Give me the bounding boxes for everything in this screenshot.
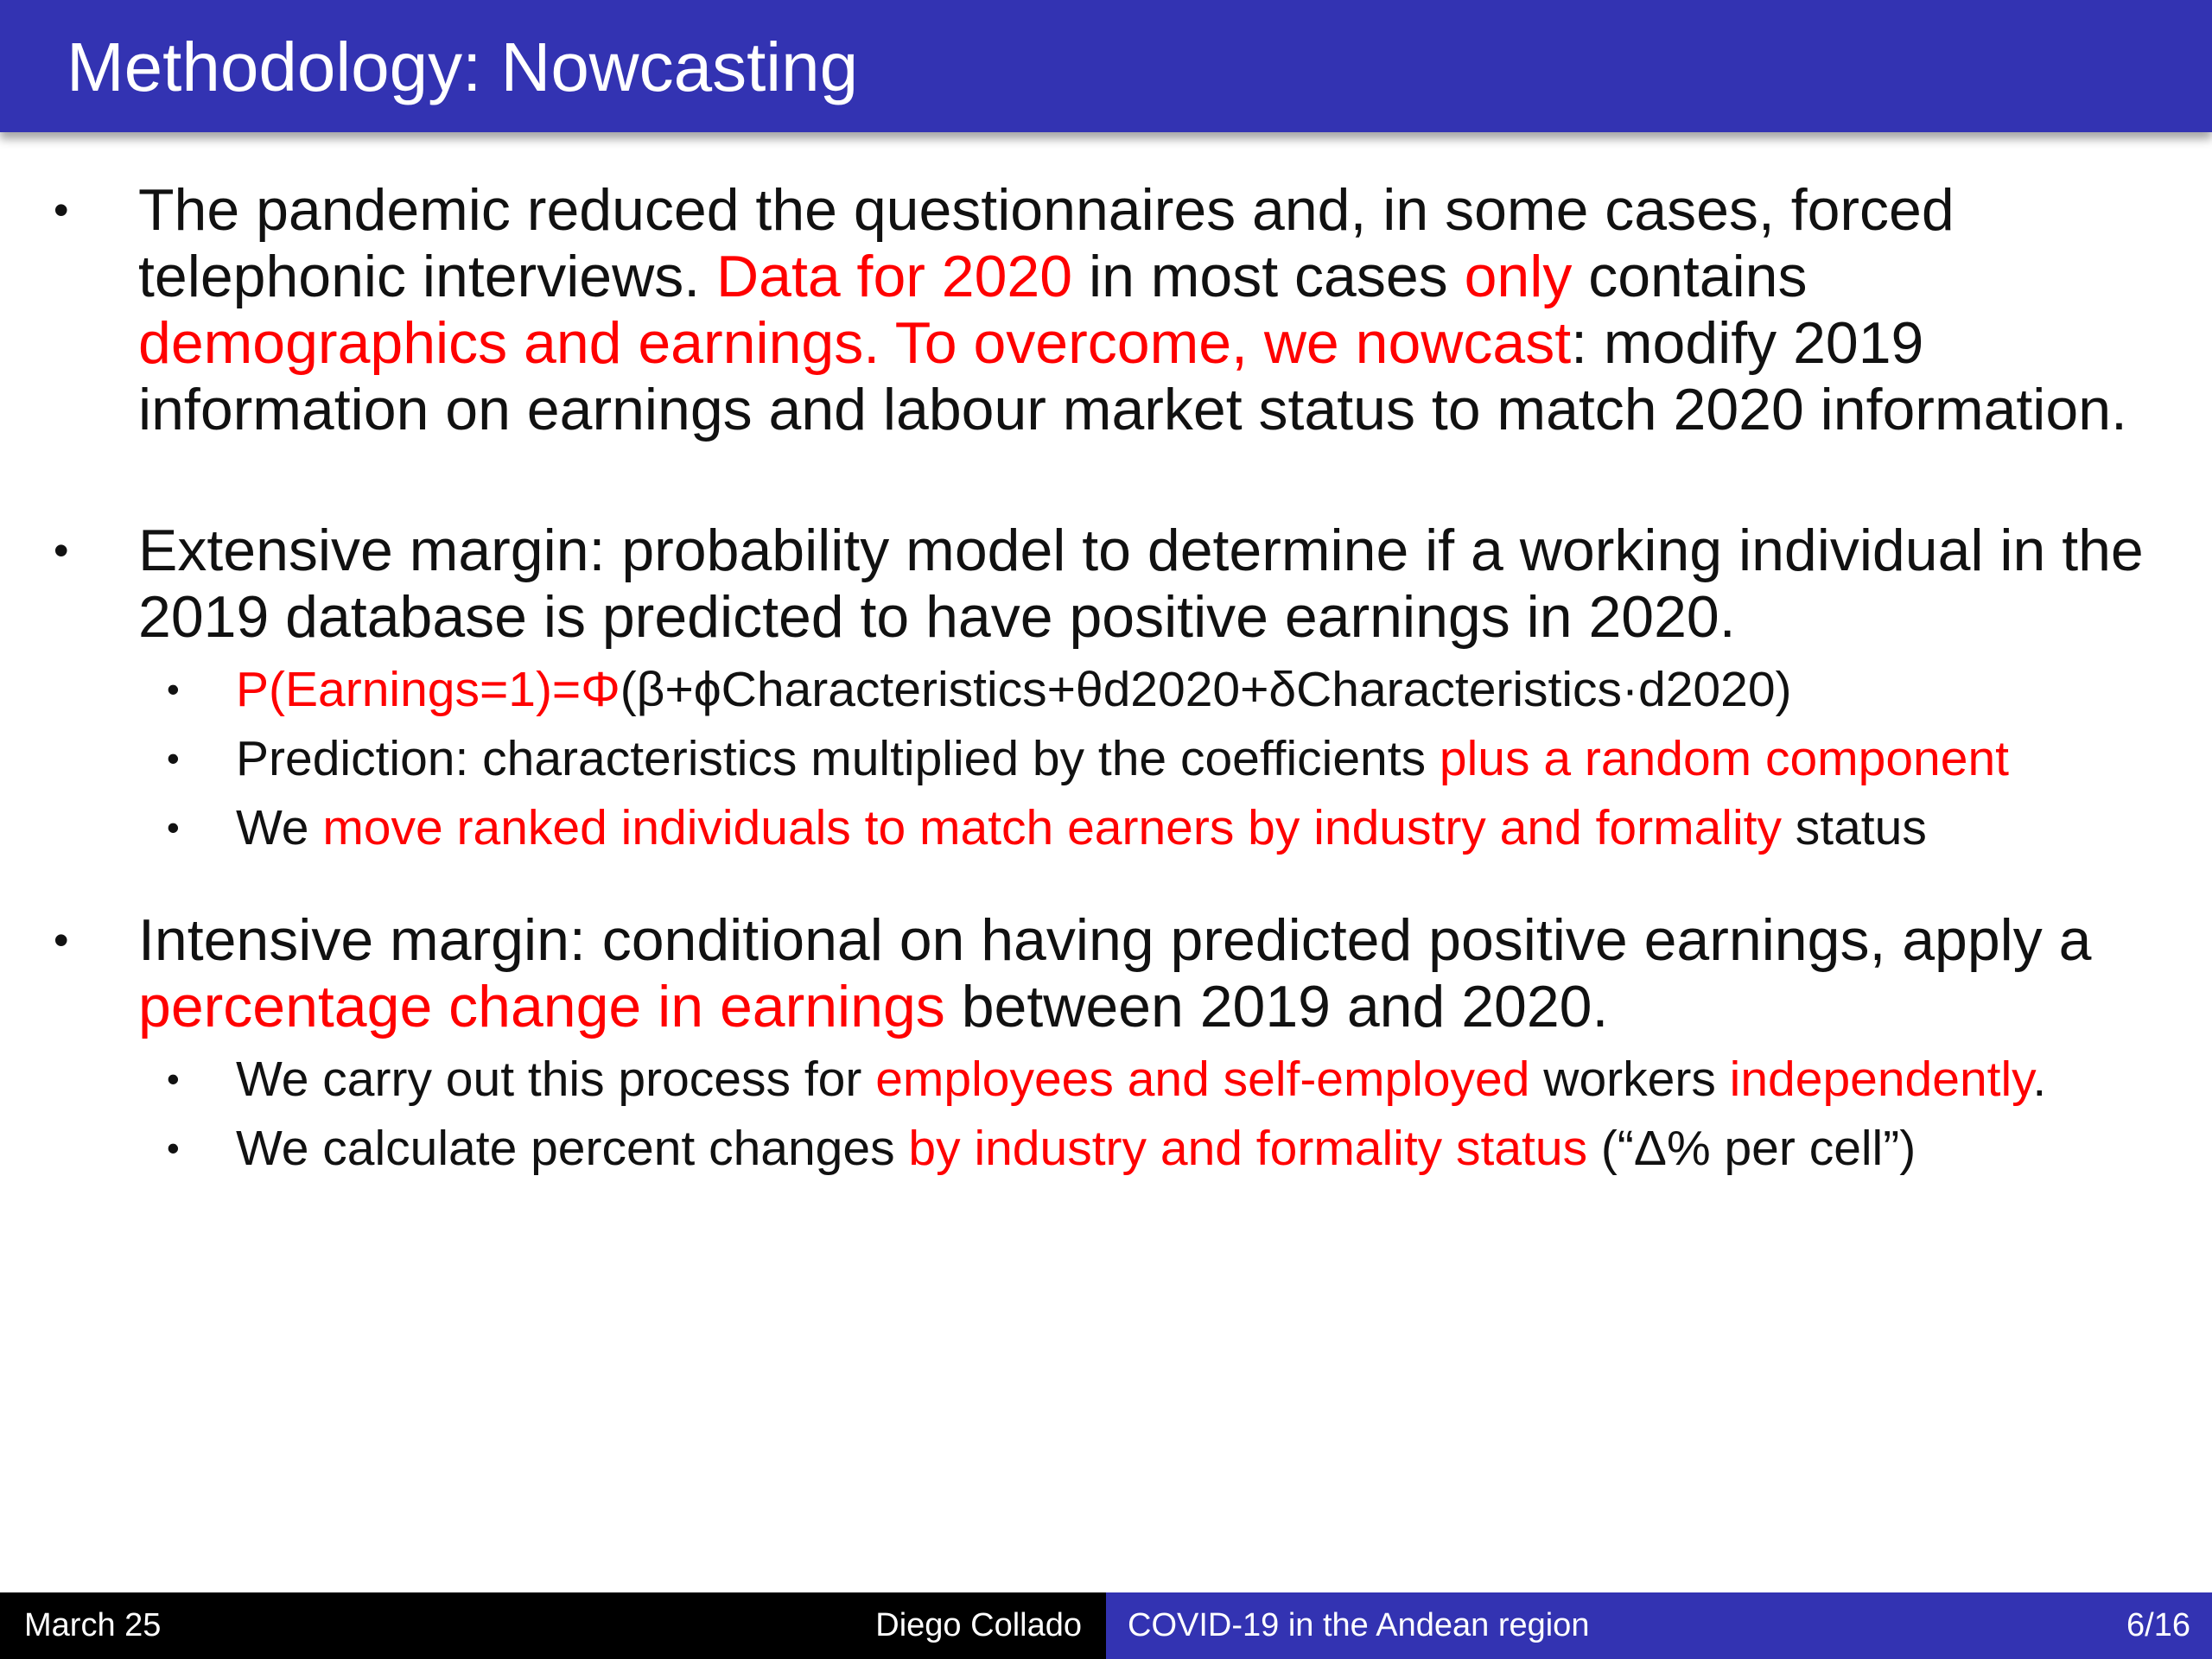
footer-left-panel [0, 1592, 1106, 1659]
emphasis-text: by industry and formality status [908, 1121, 1588, 1176]
body-text: Extensive margin: probability model to determine if a working individual in the 2019 database is predicted to have positive earnings in 2020. [138, 518, 2144, 650]
body-text: (“Δ% per cell”) [1587, 1121, 1916, 1176]
body-text: Prediction: characteristics multiplied by the coefficients [236, 731, 1440, 786]
sub-bullet-item [0, 800, 2212, 855]
emphasis-text: plus a random component [1439, 731, 2009, 786]
body-text: : modify 2019 information on earnings and labour market status to match 2020 information. [138, 310, 2127, 442]
slide-content [0, 177, 2212, 1176]
body-text: workers [1529, 1052, 1730, 1107]
body-text: We carry out this process for [236, 1052, 876, 1107]
bullet-marker: • [54, 526, 69, 575]
emphasis-text: P(Earnings=1)=Φ [236, 662, 620, 717]
body-text: contains [1572, 244, 1808, 309]
sub-bullet-marker: • [167, 669, 180, 709]
emphasis-text: demographics and earnings. To overcome, we nowcast [138, 310, 1572, 376]
bullet-item [0, 907, 2212, 1040]
sub-bullet-marker: • [167, 807, 180, 848]
bullet-item [0, 177, 2212, 443]
footer-right-panel [1106, 1592, 2212, 1659]
footer-page-number: 6/16 [2126, 1607, 2190, 1643]
bullet-block [0, 518, 2212, 855]
emphasis-text: percentage change in earnings [138, 974, 945, 1039]
sub-bullet-item [0, 731, 2212, 786]
slide-title: Methodology: Nowcasting [67, 29, 859, 105]
body-text: status [1781, 800, 1927, 855]
bullet-marker: • [54, 186, 69, 234]
sub-bullet-marker: • [167, 1128, 180, 1168]
body-text: (β+ϕCharacteristics+θd2020+δCharacteristics·d2020) [620, 662, 1792, 717]
body-text: The pandemic reduced the questionnaires and, in some cases, forced telephonic interviews. [138, 177, 1955, 309]
emphasis-text: independently [1729, 1052, 2033, 1107]
sub-bullet-item [0, 1121, 2212, 1176]
title-bar [0, 0, 2212, 132]
bullet-block [0, 907, 2212, 1176]
sub-bullet-item [0, 1052, 2212, 1107]
footer-talk-title: COVID-19 in the Andean region [1128, 1607, 1590, 1643]
body-text: We calculate percent changes [236, 1121, 909, 1176]
sub-bullet-item [0, 662, 2212, 717]
emphasis-text: employees and self-employed [875, 1052, 1530, 1107]
footer-date: March 25 [24, 1607, 162, 1643]
bullet-item [0, 518, 2212, 651]
body-text: between 2019 and 2020. [944, 974, 1609, 1039]
footer-author: Diego Collado [875, 1607, 1082, 1643]
body-text: . [2032, 1052, 2047, 1107]
emphasis-text: only [1464, 244, 1573, 309]
sub-bullet-marker: • [167, 738, 180, 779]
body-text: in most cases [1072, 244, 1465, 309]
body-text: Intensive margin: conditional on having predicted positive earnings, apply a [138, 907, 2092, 973]
footer [0, 1592, 2212, 1659]
body-text: We [236, 800, 323, 855]
emphasis-text: Data for 2020 [716, 244, 1073, 309]
sub-bullet-marker: • [167, 1058, 180, 1099]
bullet-marker: • [54, 916, 69, 964]
bullet-block [0, 177, 2212, 443]
emphasis-text: move ranked individuals to match earners by industry and formality [322, 800, 1782, 855]
